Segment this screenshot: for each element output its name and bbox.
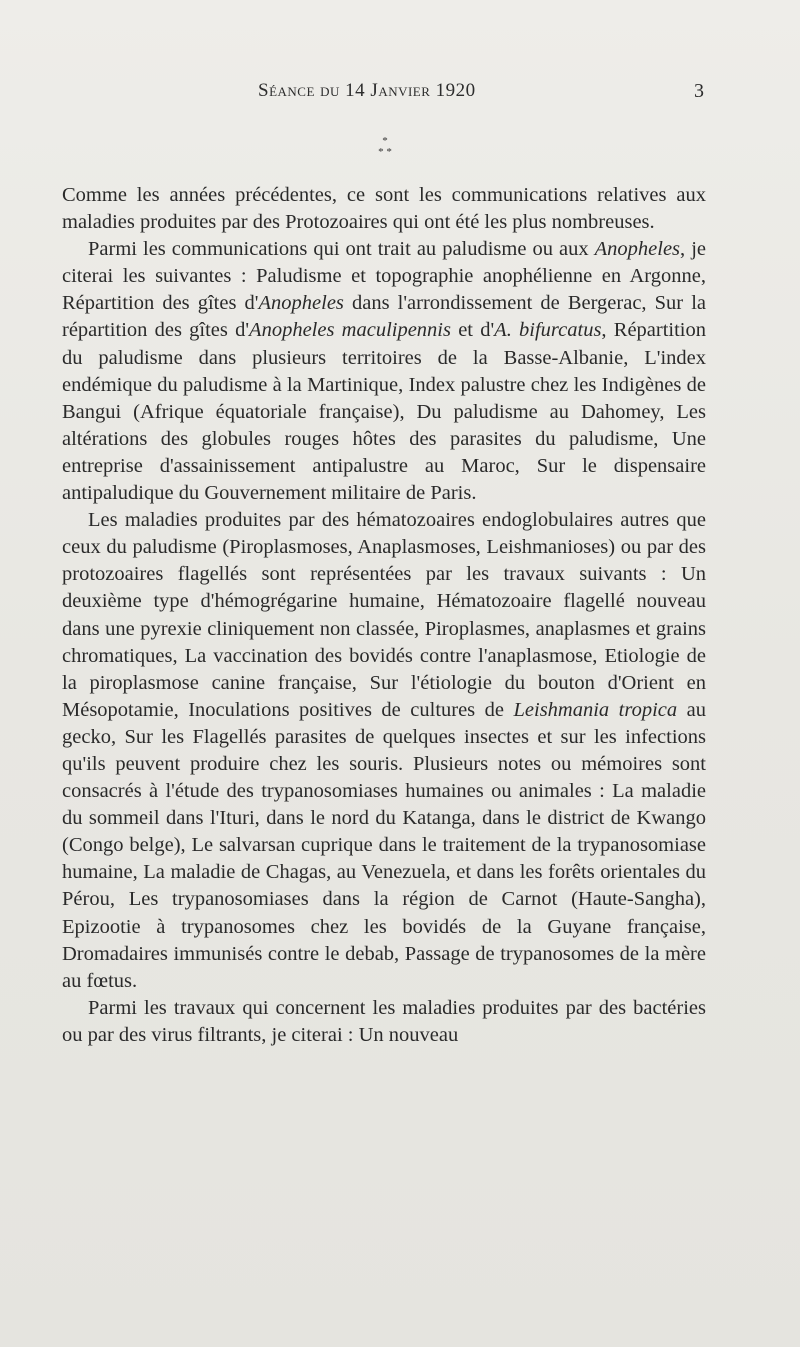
asterism-top: * <box>382 135 388 147</box>
italic-term: Anopheles <box>258 292 344 315</box>
asterism-ornament <box>370 136 400 158</box>
body-text <box>62 182 706 1049</box>
asterism-bottom: * * <box>378 146 392 158</box>
text-run: Parmi les communications qui ont trait au paludisme ou aux <box>88 238 595 261</box>
paragraph-protozoa-intro <box>62 182 706 236</box>
text-run: dans l'arrondissement de Bergerac, Sur la répartition des gîtes d' <box>62 292 707 342</box>
italic-term: Anopheles <box>594 238 681 261</box>
running-head <box>0 80 800 110</box>
text-run: Les maladies produites par des hématozoaires endoglobulaires autres que ceux du paludisme (Piroplasmoses, Anaplasmoses, Leishmanioses) ou par des protozoaires flagellés sont représentées par les travaux suivants : Un deuxième type d'hémogrégarine humaine, Hématozoaire flagellé nouveau dans une pyrexie cliniquement non classée, Piroplasmes, anaplasmes et grains chromatiques, La vaccination des bovidés contre l'anaplasmose, Etiologie de la piroplasmose canine française, Sur l'étiologie du bouton d'Orient en Mésopotamie, Inoculations positives de cultures de <box>62 509 706 721</box>
italic-term: Leishmania tropica <box>513 698 678 721</box>
paragraph-text: Comme les années précédentes, ce sont les communications relatives aux maladies produites par des Protozoaires qui ont été les plus nombreuses. <box>62 184 706 234</box>
text-run: au gecko, Sur les Flagellés parasites de quelques insectes et sur les infections qu'ils peuvent produire chez les souris. Plusieurs notes ou mémoires sont consacrés à l'étude des trypanosomiases humaines ou animales : La maladie du sommeil dans l'Ituri, dans le nord du Katanga, dans le district de Kwango (Congo belge), Le salvarsan cuprique dans le traitement de la trypanosomiase humaine, La maladie de Chagas, au Venezuela, et dans les forêts orientales du Pérou, Les trypanosomiases dans la région de Carnot (Haute-Sangha), Epizootie à trypanosomes chez les bovidés de la Guyane française, Dromadaires immunisés contre le debab, Passage de trypanosomes de la mère au fœtus. <box>62 698 706 992</box>
text-run: , je citerai les suivantes : Paludisme et topographie anophélienne en Argonne, Répartition des gîtes d' <box>62 238 706 315</box>
italic-term: Anopheles maculipennis <box>249 319 451 342</box>
paragraph-hematozoaires <box>62 507 706 995</box>
paragraph-paludisme <box>62 236 706 507</box>
italic-term: A. bifurcatus <box>494 319 602 342</box>
paragraph-text: Parmi les travaux qui concernent les maladies produites par des bactéries ou par des virus filtrants, je citerai : Un nouveau <box>62 996 706 1046</box>
paragraph-bacteries <box>62 995 706 1049</box>
text-run: , Répartition du paludisme dans plusieurs territoires de la Basse-Albanie, L'index endémique du paludisme à la Martinique, Index palustre chez les Indigènes de Bangui (Afrique équatoriale française), Du paludisme au Dahomey, Les altérations des globules rouges hôtes des parasites du paludisme, Une entreprise d'assainissement antipalustre au Maroc, Sur le dispensaire antipaludique du Gouvernement militaire de Paris. <box>62 319 706 505</box>
text-run: et d' <box>450 319 495 342</box>
running-title: Séance du 14 Janvier 1920 <box>258 80 476 101</box>
page-number: 3 <box>694 80 704 102</box>
